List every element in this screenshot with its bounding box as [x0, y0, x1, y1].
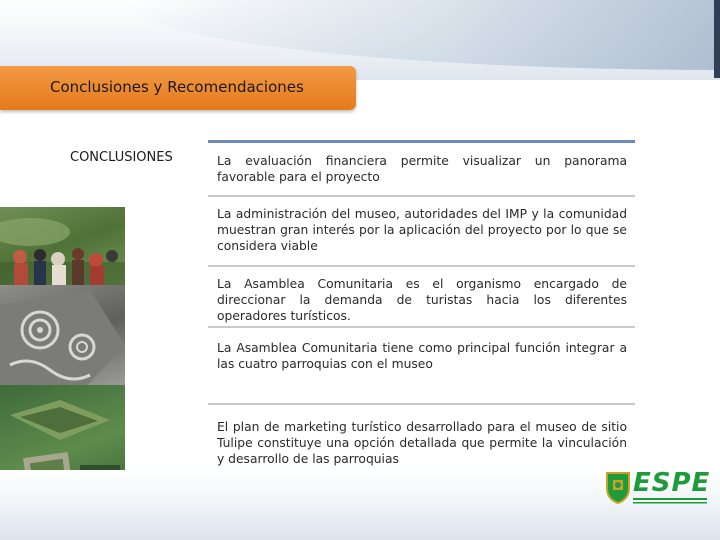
conclusions-table [208, 140, 635, 484]
photo-visitors-site [0, 207, 125, 297]
slide-title-tab [0, 66, 356, 110]
espe-logo [604, 468, 711, 504]
espe-crest-icon [604, 470, 632, 504]
conclusion-row: El plan de marketing turístico desarrollado para el museo de sitio Tulipe constituye una opción detallada que permite la vinculación y desarrollo de las parroquias [208, 405, 635, 484]
conclusion-row: La administración del museo, autoridades del IMP y la comunidad muestran gran interés por la aplicación del proyecto por lo que se considera viable [208, 197, 635, 267]
header-swoosh [120, 0, 720, 70]
conclusion-row: La Asamblea Comunitaria es el organismo encargado de direccionar la demanda de turistas hacia los diferentes operadores turísticos. [208, 267, 635, 328]
conclusion-row: La Asamblea Comunitaria tiene como principal función integrar a las cuatro parroquias con el museo [208, 328, 635, 405]
espe-logo-subtext-lines [633, 498, 707, 504]
section-label: CONCLUSIONES [70, 150, 173, 165]
photo-petroglyph-stone [0, 285, 125, 393]
espe-logo-wordmark: ESPE [633, 468, 711, 498]
conclusion-row: La evaluación financiera permite visualizar un panorama favorable para el proyecto [208, 143, 635, 197]
header-edge-bar [714, 0, 720, 78]
slide-title: Conclusiones y Recomendaciones [50, 78, 304, 96]
